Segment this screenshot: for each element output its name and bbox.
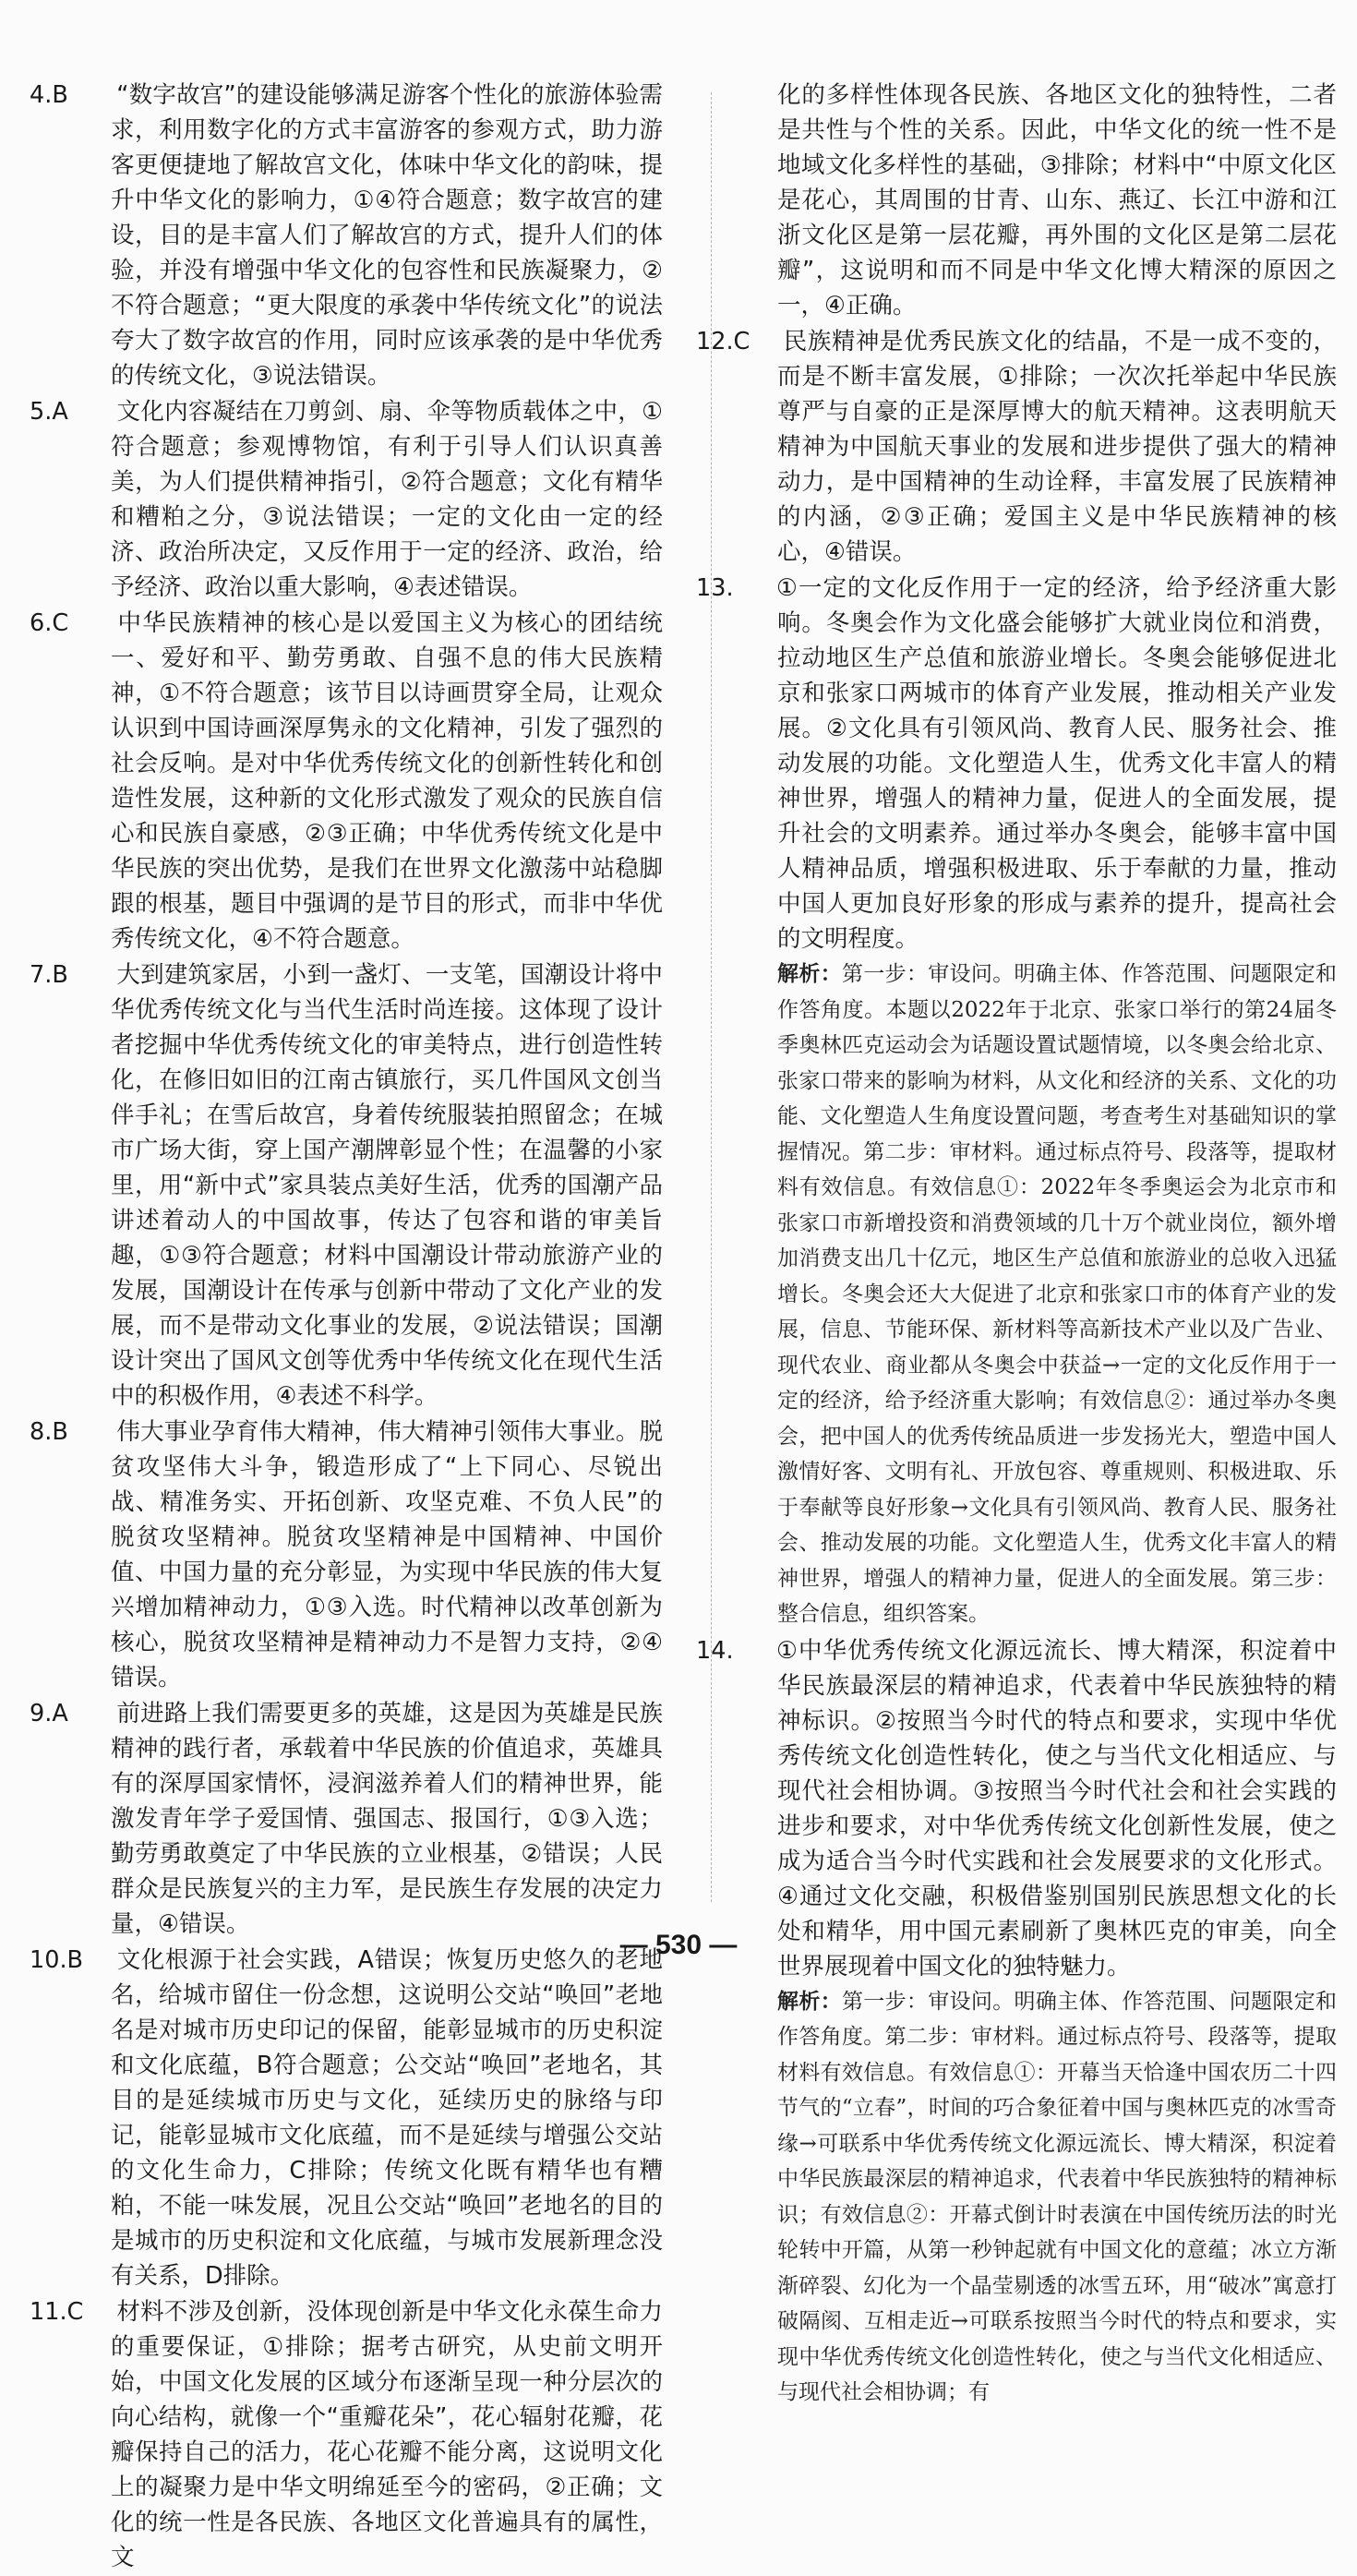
answer-number: 12.C — [696, 328, 751, 355]
answer-text: “数字故宫”的建设能够满足游客个性化的旅游体验需求，利用数字化的方式丰富游客的参观方式，助力游客更便捷地了解故宫文化，体味中华文化的韵味，提升中华文化的影响力，①④符合题意；数字故宫的建设，目的是丰富人们了解故宫的方式，提升人们的体验，并没有增强中华文化的包容性和民族凝聚力，②不符合题意；“更大限度的承袭中华传统文化”的说法夸大了数字故宫的作用，同时应该承袭的是中华优秀的传统文化，③说法错误。 — [111, 81, 663, 390]
answer-item-12 — [696, 324, 1337, 570]
answer-number: 8.B — [30, 1418, 68, 1446]
answer-number: 9.A — [30, 1700, 68, 1727]
answer-text: 文化根源于社会实践，A错误；恢复历史悠久的老地名，给城市留住一份念想，这说明公交站“唤回”老地名是对城市历史印记的保留，能彰显城市的历史积淀和文化底蕴，B符合题意；公交站“唤回”老地名，其目的是延续城市历史与文化，延续历史的脉络与印记，能彰显城市文化底蕴，而不是延续与增强公交站的文化生命力，C排除；传统文化既有精华也有糟粕，不能一味发展，况且公交站“唤回”老地名的目的是城市的历史积淀和文化底蕴，与城市发展新理念没有关系，D排除。 — [111, 1946, 664, 2290]
analysis-text: 第一步：审设问。明确主体、作答范围、问题限定和作答角度。本题以2022年于北京、张家口举行的第24届冬季奥林匹克运动会为话题设置试题情境，以冬奥会给北京、张家口带来的影响为材料，从文化和经济的关系、文化的功能、文化塑造人生角度设置问题，考查考生对基础知识的掌握情况。第二步：审材料。通过标点符号、段落等，提取材料有效信息。有效信息①：2022年冬季奥运会为北京市和张家口市新增投资和消费领域的几十万个就业岗位，额外增加消费支出几十亿元，地区生产总值和旅游业的总收入迅猛增长。冬奥会还大大促进了北京和张家口市的体育产业的发展，信息、节能环保、新材料等高新技术产业以及广告业、现代农业、商业都从冬奥会中获益→一定的文化反作用于一定的经济，给予经济重大影响；有效信息②：通过举办冬奥会，把中国人的优秀传统品质进一步发扬光大，塑造中国人激情好客、文明有礼、开放包容、尊重规则、积极进取、乐于奉献等良好形象→文化具有引领风尚、教育人民、服务社会、推动发展的功能。文化塑造人生，优秀文化丰富人的精神世界，增强人的精神力量，促进人的全面发展。第三步：整合信息，组织答案。 — [777, 962, 1338, 1626]
answer-number: 10.B — [30, 1946, 84, 1974]
answer-number: 6.C — [30, 609, 69, 637]
answer-item-7 — [30, 957, 663, 1414]
answer-number: 7.B — [30, 961, 68, 989]
answer-number: 14. — [696, 1636, 734, 1665]
analysis-label: 解析： — [777, 962, 842, 986]
analysis-block — [737, 1984, 1337, 2411]
answer-item-11 — [30, 2294, 663, 2575]
answer-text: 中华民族精神的核心是以爱国主义为核心的团结统一、爱好和平、勤劳勇敢、自强不息的伟大民族精神，①不符合题意；该节目以诗画贯穿全局，让观众认识到中国诗画深厚隽永的文化精神，引发了强烈的社会反响。是对中华优秀传统文化的创新性转化和创造性发展，这种新的文化形式激发了观众的民族自信心和民族自豪感，②③正确；中华优秀传统文化是中华民族的突出优势，是我们在世界文化激荡中站稳脚跟的根基，题目中强调的是节目的形式，而非中华优秀传统文化，④不符合题意。 — [111, 609, 663, 953]
answer-text: 材料不涉及创新，没体现创新是中华文化永葆生命力的重要保证，①排除；据考古研究，从史前文明开始，中国文化发展的区域分布逐渐呈现一种分层次的向心结构，就像一个“重瓣花朵”，花心辐射花瓣，花瓣保持自己的活力，花心花瓣不能分离，这说明文化上的凝聚力是中华文明绵延至今的密码，②正确；文化的统一性是各民族、各地区文化普遍具有的属性，文 — [111, 2298, 663, 2571]
answer-item-4 — [30, 78, 663, 393]
answer-text: ①中华优秀传统文化源远流长、博大精深，积淀着中华民族最深层的精神追求，代表着中华民族独特的精神标识。②按照当今时代的特点和要求，实现中华优秀传统文化创造性转化，使之与当代文化相适应、与现代社会相协调。③按照当今时代社会和社会实践的进步和要求，对中华优秀传统文化创新性发展，使之成为适合当今时代实践和社会发展要求的文化形式。④通过文化交融，积极借鉴别国别民族思想文化的长处和精华，用中国元素刷新了奥林匹克的审美，向全世界展现着中国文化的独特魅力。 — [775, 1636, 1337, 1980]
answer-item-10 — [30, 1943, 664, 2293]
answer-item-14 — [696, 1633, 1338, 2411]
column-divider — [711, 92, 712, 1902]
answer-text: 民族精神是优秀民族文化的结晶，不是一成不变的，而是不断丰富发展，①排除；一次次托举起中华民族尊严与自豪的正是深厚博大的航天精神。这表明航天精神为中国航天事业的发展和进步提供了强大的精神动力，是中国精神的生动诠释，丰富发展了民族精神的内涵，②③正确；爱国主义是中华民族精神的核心，④错误。 — [777, 328, 1337, 566]
analysis-text: 第一步：审设问。明确主体、作答范围、问题限定和作答角度。第二步：审材料。通过标点符号、段落等，提取材料有效信息。有效信息①：开幕当天恰逢中国农历二十四节气的“立春”，时间的巧合象征着中国与奥林匹克的冰雪奇缘→可联系中华优秀传统文化源远流长、博大精深，积淀着中华民族最深层的精神追求，代表着中华民族独特的精神标识；有效信息②：开幕式倒计时表演在中国传统历法的时光轮转中开篇，从第一秒钟起就有中国文化的意蕴；冰立方渐渐碎裂、幻化为一个晶莹剔透的冰雪五环，用“破冰”寓意打破隔阂、互相走近→可联系按照当今时代的特点和要求，实现中华优秀传统文化创造性转化，使之与当代文化相适应、与现代社会相协调；有 — [777, 1989, 1338, 2404]
answer-number: 4.B — [30, 81, 68, 109]
answer-item-9 — [30, 1696, 663, 1942]
answer-text: 大到建筑家居，小到一盏灯、一支笔，国潮设计将中华优秀传统文化与当代生活时尚连接。这体现了设计者挖掘中华优秀传统文化的审美特点，进行创造性转化，在修旧如旧的江南古镇旅行，买几件国风文创当伴手礼；在雪后故宫，身着传统服装拍照留念；在城市广场大街，穿上国产潮牌彰显个性；在温馨的小家里，用“新中式”家具装点美好生活，优秀的国潮产品讲述着动人的中国故事，传达了包容和谐的审美旨趣，①③符合题意；材料中国潮设计带动旅游产业的发展，国潮设计在传承与创新中带动了文化产业的发展，而不是带动文化事业的发展，②说法错误；国潮设计突出了国风文创等优秀中华传统文化在现代生活中的积极作用，④表述不科学。 — [111, 961, 663, 1410]
answer-item-5 — [30, 394, 663, 605]
answer-item-6 — [30, 606, 663, 957]
answer-text: 伟大事业孕育伟大精神，伟大精神引领伟大事业。脱贫攻坚伟大斗争，锻造形成了“上下同心、尽锐出战、精准务实、开拓创新、攻坚克难、不负人民”的脱贫攻坚精神。脱贫攻坚精神是中国精神、中国价值、中国力量的充分彰显，为实现中华民族的伟大复兴增加精神动力，①③入选。时代精神以改革创新为核心，脱贫攻坚精神是精神动力不是智力支持，②④错误。 — [111, 1418, 663, 1691]
answer-text: ①一定的文化反作用于一定的经济，给予经济重大影响。冬奥会作为文化盛会能够扩大就业岗位和消费，拉动地区生产总值和旅游业增长。冬奥会能够促进北京和张家口两城市的体育产业发展，推动相关产业发展。②文化具有引领风尚、教育人民、服务社会、推动发展的功能。文化塑造人生，优秀文化丰富人的精神世界，增强人的精神力量，促进人的全面发展，提升社会的文明素养。通过举办冬奥会，能够丰富中国人精神品质，增强积极进取、乐于奉献的力量，推动中国人更加良好形象的形成与素养的提升，提高社会的文明程度。 — [775, 574, 1337, 953]
answer-text: 化的多样性体现各民族、各地区文化的独特性，二者是共性与个性的关系。因此，中华文化的统一性不是地域文化多样性的基础，③排除；材料中“中原文化区是花心，其周围的甘青、山东、燕辽、长江中游和江浙文化区是第一层花瓣，再外围的文化区是第二层花瓣”，这说明和而不同是中华文化博大精深的原因之一，④正确。 — [777, 81, 1337, 319]
left-column — [30, 78, 664, 2576]
analysis-label: 解析： — [777, 1989, 842, 2014]
page-number: — 530 — — [619, 1930, 738, 1960]
answer-item-11-continued — [737, 78, 1337, 323]
answer-item-13 — [696, 571, 1338, 1632]
answer-number: 11.C — [30, 2298, 84, 2326]
answer-text: 前进路上我们需要更多的英雄，这是因为英雄是民族精神的践行者，承载着中华民族的价值追求，英雄具有的深厚国家情怀，浸润滋养着人们的精神世界，能激发青年学子爱国情、强国志、报国行，①③入选；勤劳勇敢奠定了中华民族的立业根基，②错误；人民群众是民族复兴的主力军，是民族生存发展的决定力量，④错误。 — [111, 1700, 663, 1938]
answer-number: 5.A — [30, 398, 68, 426]
analysis-block — [737, 957, 1337, 1632]
answer-text: 文化内容凝结在刀剪剑、扇、伞等物质载体之中，①符合题意；参观博物馆，有利于引导人们认识真善美，为人们提供精神指引，②符合题意；文化有精华和糟粕之分，③说法错误；一定的文化由一定的经济、政治所决定，又反作用于一定的经济、政治，给予经济、政治以重大影响，④表述错误。 — [111, 398, 663, 601]
answer-item-8 — [30, 1414, 663, 1695]
right-column — [696, 78, 1338, 2412]
answer-number: 13. — [696, 574, 734, 602]
